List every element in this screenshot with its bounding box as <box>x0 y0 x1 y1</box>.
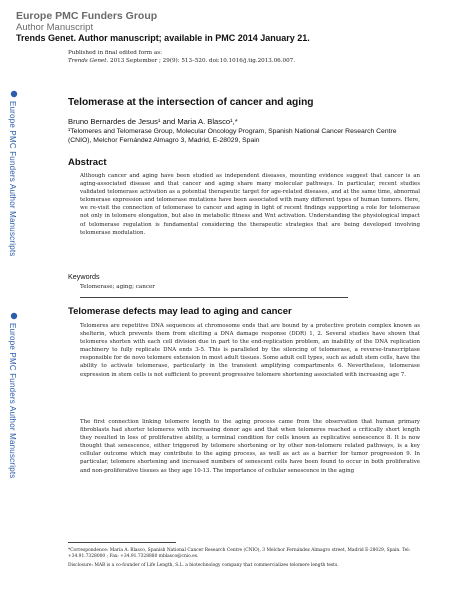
authors: Bruno Bernardes de Jesus¹ and Maria A. Blasco¹,* <box>68 117 238 126</box>
publisher-brand: Europe PMC Funders Group <box>16 10 158 22</box>
abstract-heading: Abstract <box>68 157 107 168</box>
abstract-text: Although cancer and aging have been studied as independent diseases, mounting evidence suggest that cancer is an aging-associated disease and that cancer and aging share many molecular pathways. In particular, recent studies validated telomerase activation as a potential therapeutic target for age-related diseases, and at the same time, abnormal telomerase expression and telomerase mutations have been associated with many different types of human tumors. Here, we re-visit the connection of telomerase to cancer and aging in light of recent findings supporting a role for telomerase not only in telomere elongation, but also in metabolic fitness and Wnt activation. Understanding the physiological impact of telomerase regulation is fundamental considering the therapeutic strategies that are being developed involving telomerase modulation. <box>80 173 420 236</box>
bullet-icon <box>10 312 18 320</box>
affiliation: ¹Telomeres and Telomerase Group, Molecular Oncology Program, Spanish National Cancer Research Centre (CNIO), Melchor Fernández Almagro 3, Madrid, E-28029, Spain <box>68 128 397 144</box>
manuscript-type: Author Manuscript <box>16 22 94 33</box>
published-label: Published in final edited form as: <box>68 50 162 56</box>
correspondence-footnote: *Correspondence: Maria A. Blasco, Spanish National Cancer Research Centre (CNIO), 3 Melchor Fernández Almagro street, Madrid E-28029, Spain. Tel: +34.91.7328000 ; Fax: +34.91.7328880 mblasco@cnio.es. <box>68 548 411 560</box>
bullet-icon <box>10 90 18 98</box>
section-heading: Telomerase defects may lead to aging and cancer <box>68 306 292 317</box>
side-label-text: Europe PMC Funders Author Manuscripts <box>8 101 17 257</box>
footnote-divider <box>68 542 176 543</box>
citation <box>68 57 295 65</box>
manuscript-availability: Trends Genet. Author manuscript; available in PMC 2014 January 21. <box>16 33 310 43</box>
side-label-lower <box>8 312 20 492</box>
disclosure-footnote: Disclosure: MAB is a co-founder of Life Length, S.L. a biotechnology company that commercializes telomere length tests. <box>68 563 339 568</box>
publication-note <box>68 49 295 65</box>
journal-name: Trends Genet. <box>68 58 109 64</box>
body-paragraph-1: Telomeres are repetitive DNA sequences at chromosome ends that are bound by a protective protein complex known as shelterin, which prevents them from eliciting a DNA damage response (DDR) 1, 2. Several studies have shown that telomeres shorten with each cell division due in part to the end-replication problem, an inability of the DNA replication machinery to fully replicate DNA ends 3-5. This is paralleled by the silencing of telomerase, a reverse-transcriptase responsible for de novo telomere extension in most adult tissues. Some adult cell types, such as adult stem cells, have the ability to activate telomerase, particularly in the transient amplifying compartments 6. Nevertheless, telomerase expression in stem cells is not sufficient to prevent progressive telomere shortening associated with increasing age 7. <box>80 323 420 378</box>
citation-details: 2013 September ; 29(9): 513–520. doi:10.1016/j.tig.2013.06.007. <box>108 58 295 64</box>
side-label-text: Europe PMC Funders Author Manuscripts <box>8 323 17 479</box>
keywords-text: Telomerase; aging; cancer <box>80 284 155 290</box>
section-divider <box>80 297 348 298</box>
article-title: Telomerase at the intersection of cancer and aging <box>68 97 314 108</box>
body-paragraph-2: The first connection linking telomere length to the aging process came from the observation that human primary fibroblasts had shorter telomeres with increasing donor age and that when telomeres reached a critically short length they resulted in loss of proliferative ability, a terminal condition for cells known as replicative senescence 8. It is now thought that senescence, either triggered by telomere shortening or by other non-telomere related pathways, is a key cellular outcome which may contribute to the aging process, as well as act as a barrier for tumor progression 9. In particular, telomere shortening and increased numbers of senescent cells have been found to occur in both proliferative and non-proliferative tissues as they age 10-13. The importance of cellular senescence in the aging <box>80 419 420 474</box>
keywords-heading: Keywords <box>68 272 100 281</box>
side-label-upper <box>8 90 20 270</box>
